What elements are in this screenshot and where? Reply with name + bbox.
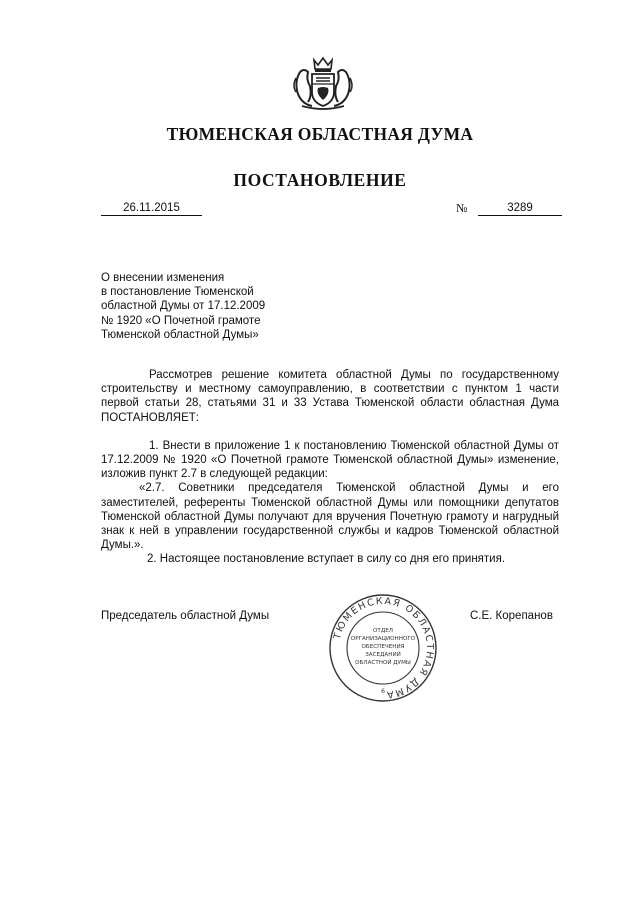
official-stamp [327,592,439,704]
document-number: 3289 [478,202,562,216]
document-type-title: ПОСТАНОВЛЕНИЕ [233,170,407,190]
item-2-paragraph: 2. Настоящее постановление вступает в силу со дня его принятия. [147,553,506,566]
stamp-inner-line: ЗАСЕДАНИЙ [365,652,401,658]
number-label: № [456,201,468,215]
signatory-position: Председатель областной Думы [101,610,270,622]
document-body [101,368,559,567]
subject-line: областной Думы от 17.12.2009 [101,300,266,313]
signatory-name: С.Е. Корепанов [470,610,553,622]
document-date: 26.11.2015 [101,202,202,216]
stamp-inner-line: ОРГАНИЗАЦИОННОГО [350,636,416,642]
item-1-paragraph: 1. Внести в приложение 1 к постановлению Тюменской областной Думы от 17.12.2009 № 1920 «О Почетной грамоте Тюменской областной Думы» изменение, изложив пункт 2.7 в следующей редакции: [101,439,559,481]
item-1-quote-paragraph: «2.7. Советники председателя Тюменской областной Думы и его заместителей, референты Тюменской областной Думы или помощники депутатов Тюменской областной Думы получают для вручения Почетную грамоту и нагрудный знак к ней в управлении государственной службы и кадров Тюменской областной Думы.». [101,482,559,552]
coat-of-arms-emblem [290,56,356,112]
stamp-inner-line: ОБЛАСТНОЙ ДУМЫ [355,660,411,666]
preamble-paragraph: Рассмотрев решение комитета областной Думы по государственному строительству и местному самоуправлению, в соответствии с пунктом 1 части первой статьи 28, статьями 31 и 33 Устава Тюменской области областная Дума ПОСТАНОВЛЯЕТ: [101,369,559,424]
subject-line: № 1920 «О Почетной грамоте [101,314,261,327]
subject-line: Тюменской областной Думы» [101,328,259,341]
stamp-inner-line: ОТДЕЛ [373,628,393,634]
stamp-ring-text: ТЮМЕНСКАЯ ОБЛАСТНАЯ ДУМА [331,595,436,701]
stamp-inner-line: ОБЕСПЕЧЕНИЯ [361,644,405,650]
stamp-number: 6 [381,688,385,695]
subject-line: в постановление Тюменской [101,286,254,299]
document-subject [101,271,321,342]
subject-line: О внесении изменения [101,272,225,284]
organization-title: ТЮМЕНСКАЯ ОБЛАСТНАЯ ДУМА [166,124,474,144]
